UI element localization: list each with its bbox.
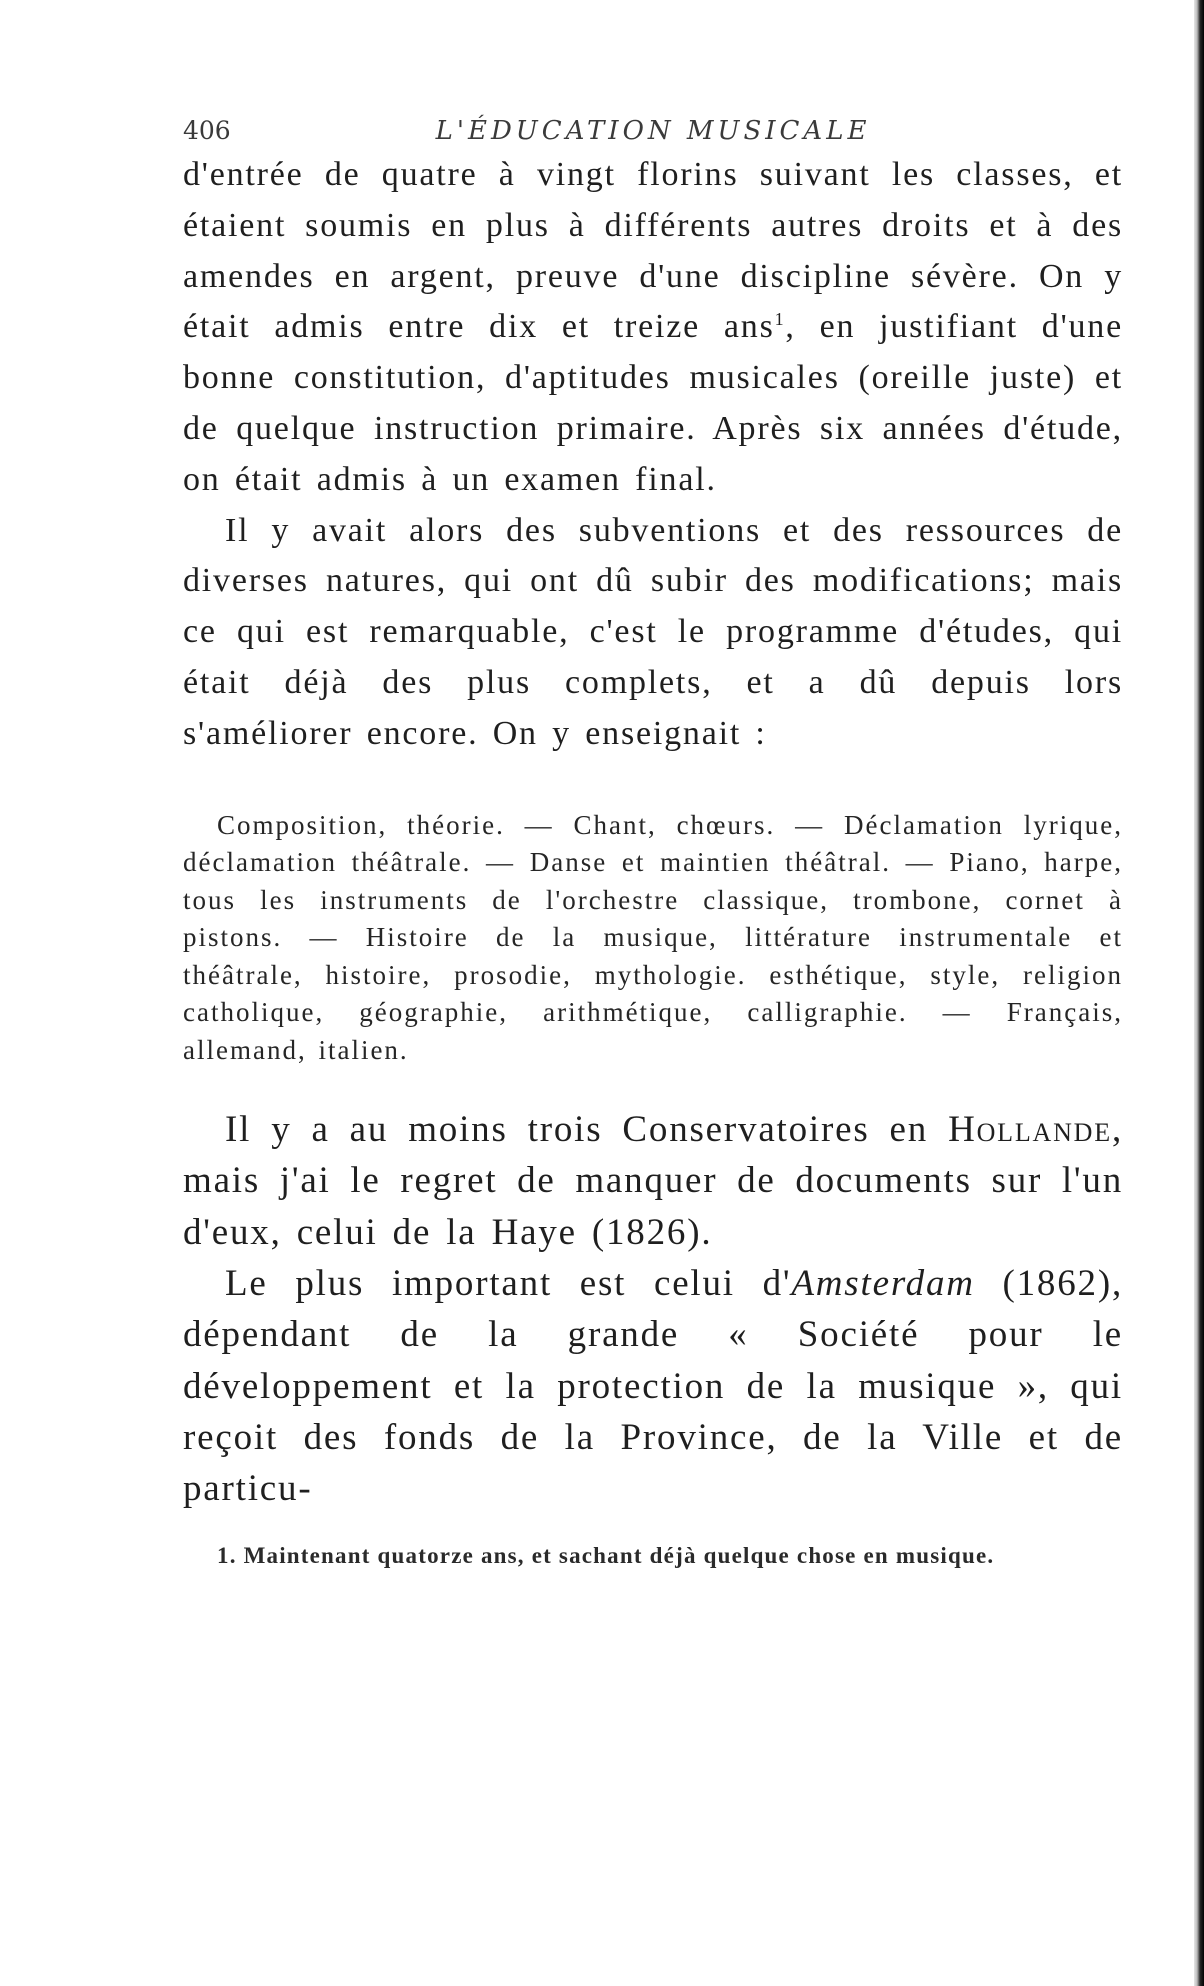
p1-line-1: d'entrée de quatre à vingt florins suivant les classes, <box>183 156 1074 193</box>
page-number: 406 <box>183 116 231 145</box>
footnote-reference: 1 <box>774 309 786 330</box>
p4-before: Le plus important est celui d' <box>225 1262 792 1304</box>
conservatories-text <box>183 1104 1123 1514</box>
p1-line-3: à des amendes en argent, preuve d'une discipline <box>183 206 1123 295</box>
p1-line-5: en justifiant d'une bonne constitution, d'aptitudes <box>183 308 1123 397</box>
book-page <box>183 110 1123 1573</box>
p1-line-6: musicales (oreille juste) et de quelque instruction <box>183 359 1123 447</box>
page-edge-shadow <box>1194 0 1204 1986</box>
p3-after: , mais j'ai le regret de manquer de documents sur l'un d'eux, celui de la Haye (1826). <box>183 1109 1123 1253</box>
p1-line-2: et étaient soumis en plus à différents autres droits et <box>183 156 1123 244</box>
p1-note-comma: , <box>785 308 796 346</box>
p1-line-8: à un examen final. <box>421 460 717 498</box>
paragraph-2: Il y avait alors des subventions et des ressources de diverses natures, qui ont dû subir des modifications; mais ce qui est remarquable, c'est le programme d'études, qui était déjà des plus complets, et a dû depuis lors s'améliorer encore. On y enseignait : <box>183 511 1123 752</box>
curriculum-list: Composition, théorie. — Chant, chœurs. — Déclamation lyrique, déclamation théâtrale. — Danse et maintien théâtral. — Piano, harpe, tous les instruments de l'orchestre classique, trombone, cornet à pistons. — Histoire de la musique, littérature instrumentale et théâtrale, histoire, prosodie, mythologie. esthétique, style, religion catholique, géographie, arithmétique, calligraphie. — Français, allemand, italien. <box>183 809 1123 1065</box>
paragraph-3 <box>183 1104 1123 1258</box>
footnote: 1. Maintenant quatorze ans, et sachant déjà quelque chose en musique. <box>217 1543 995 1569</box>
p1-line-4: sévère. On y était admis entre dix et treize ans <box>183 257 1123 346</box>
p3-before: Il y a au moins trois Conservatoires en <box>225 1109 949 1151</box>
p4-after: (1862), dépendant de la grande « Société pour le développement et la protection de la musique », qui reçoit des fonds de la Province, de la Ville et de particu- <box>183 1262 1123 1510</box>
paragraph-4 <box>183 1258 1123 1514</box>
running-title: L'ÉDUCATION MUSICALE <box>435 116 871 146</box>
running-header <box>183 110 1123 150</box>
p1-line-7: primaire. Après six années d'étude, on était admis <box>183 409 1123 498</box>
main-text <box>183 150 1123 760</box>
country-name: Hollande <box>948 1109 1112 1151</box>
paragraph-1 <box>183 150 1123 506</box>
city-name: Amsterdam <box>791 1262 975 1304</box>
